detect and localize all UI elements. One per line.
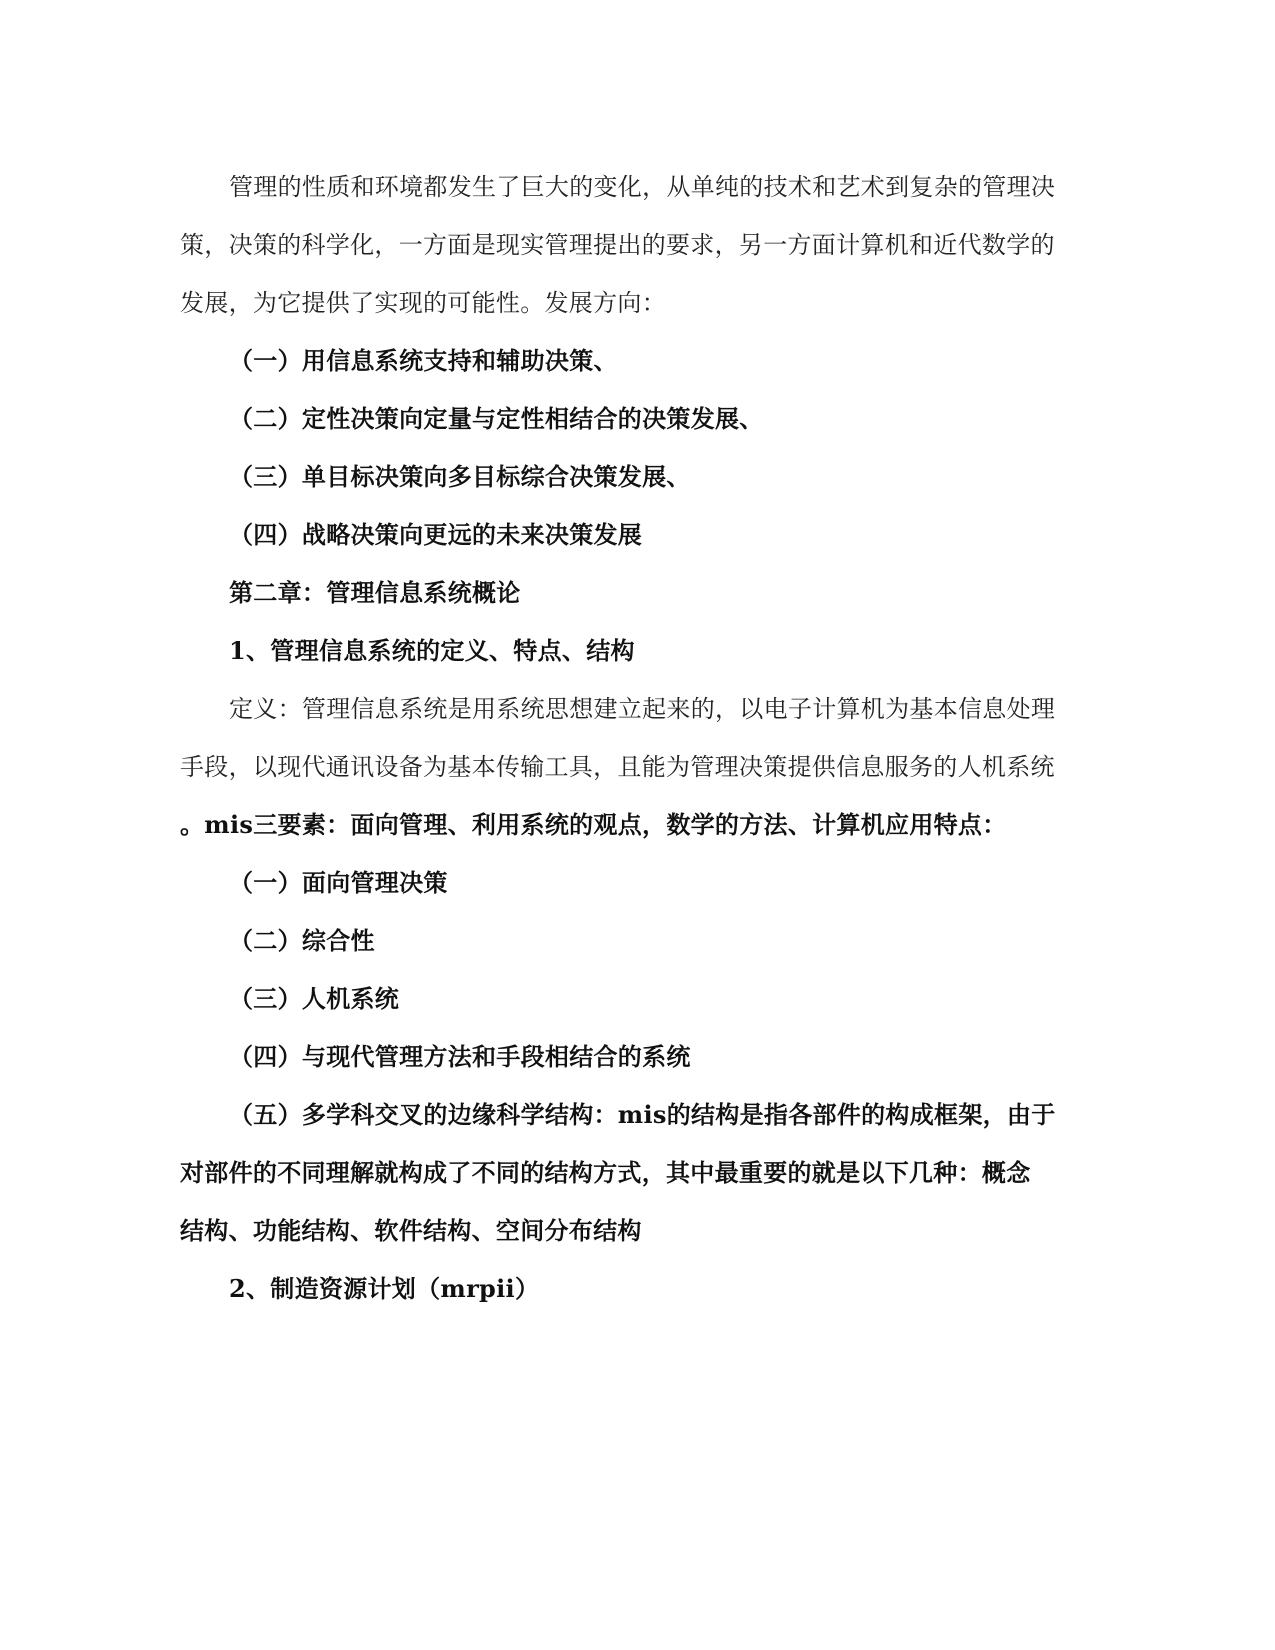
feature-item-continued: 对部件的不同理解就构成了不同的结构方式，其中最重要的就是以下几种：概念 [180, 1158, 1031, 1187]
definition-line: 定义：管理信息系统是用系统思想建立起来的，以电子计算机为基本信息处理 [229, 695, 1056, 723]
feature-item: （一）面向管理决策 [229, 868, 448, 897]
feature-item: （二）综合性 [229, 926, 375, 955]
section-heading: 1、管理信息系统的定义、特点、结构 [229, 636, 635, 665]
definition-line: 手段，以现代通讯设备为基本传输工具，且能为管理决策提供信息服务的人机系统 [180, 753, 1055, 781]
paragraph-line: 策，决策的科学化，一方面是现实管理提出的要求，另一方面计算机和近代数学的 [180, 231, 1055, 259]
direction-item: （二）定性决策向定量与定性相结合的决策发展、 [229, 404, 764, 433]
feature-item: （五）多学科交叉的边缘科学结构：mis的结构是指各部件的构成框架，由于 [229, 1100, 1056, 1129]
direction-item: （一）用信息系统支持和辅助决策、 [229, 346, 618, 375]
feature-item: （三）人机系统 [229, 984, 400, 1013]
section-heading: 2、制造资源计划（mrpii） [229, 1274, 540, 1303]
feature-item-continued: 结构、功能结构、软件结构、空间分布结构 [180, 1216, 642, 1245]
definition-line: 。mis三要素：面向管理、利用系统的观点，数学的方法、计算机应用特点： [180, 810, 1007, 839]
paragraph-line: 管理的性质和环境都发生了巨大的变化，从单纯的技术和艺术到复杂的管理决 [229, 173, 1056, 201]
paragraph-line: 发展，为它提供了实现的可能性。发展方向： [180, 289, 666, 317]
chapter-heading: 第二章：管理信息系统概论 [229, 578, 521, 607]
feature-item: （四）与现代管理方法和手段相结合的系统 [229, 1042, 691, 1071]
direction-item: （三）单目标决策向多目标综合决策发展、 [229, 462, 691, 491]
direction-item: （四）战略决策向更远的未来决策发展 [229, 520, 643, 549]
document-page [180, 158, 1080, 1318]
